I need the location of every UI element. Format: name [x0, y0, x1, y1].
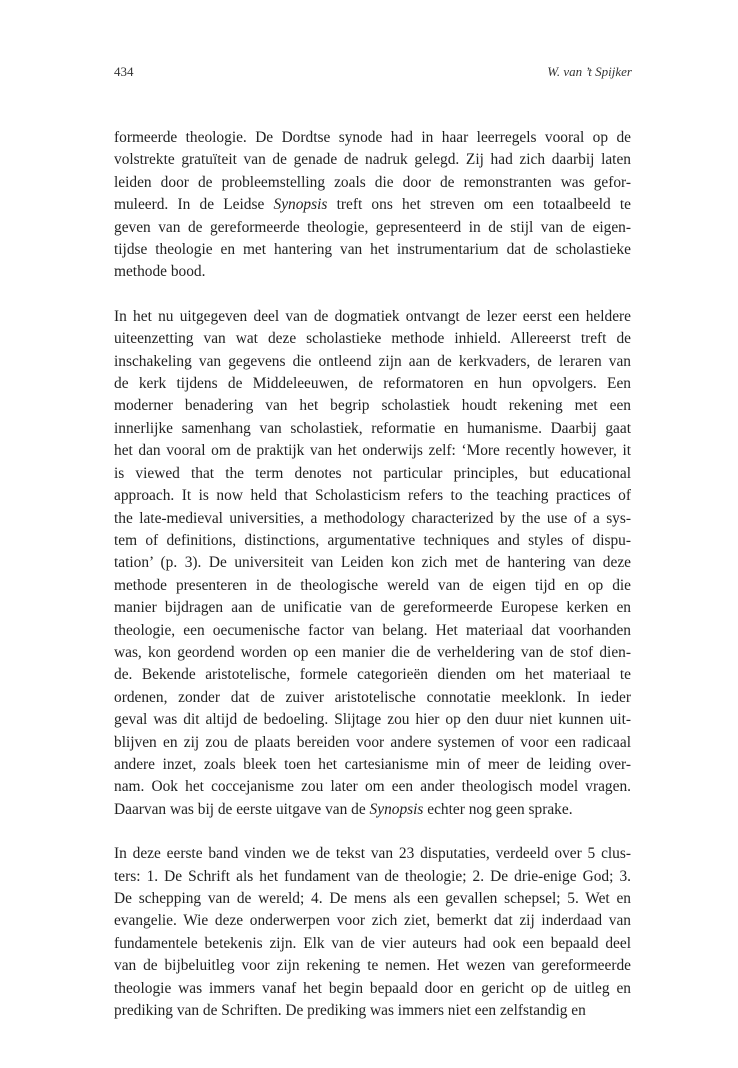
- text-segment: fundamentele betekenis zijn. Elk van de vier auteurs had ook een bepaald deel: [114, 934, 631, 952]
- text-segment: ters: 1. De Schrift als het fundament van de theologie; 2. De drie-enige God; 3.: [114, 867, 631, 885]
- text-line: [114, 261, 631, 283]
- text-line: [114, 530, 631, 552]
- text-line: [114, 306, 631, 328]
- text-line: [114, 575, 631, 597]
- text-segment: evangelie. Wie deze onderwerpen voor zich ziet, bemerkt dat zij inderdaad van: [114, 912, 631, 930]
- text-line: [114, 552, 631, 574]
- text-line: [114, 888, 631, 910]
- text-segment: was, kon geordend worden op een manier die de verheldering van de stof dien-: [114, 643, 631, 661]
- text-segment: prediking van de Schriften. De prediking was immers niet een zelfstandig en: [114, 1002, 586, 1020]
- text-line: [114, 194, 631, 216]
- text-line: [114, 127, 631, 149]
- text-segment: methode bood.: [114, 263, 206, 281]
- text-line: [114, 418, 631, 440]
- paragraph: [114, 843, 631, 1022]
- italic-title: Synopsis: [273, 196, 328, 214]
- text-segment: nam. Ook het coccejanisme zou later om een ander theologisch model vragen.: [114, 778, 631, 796]
- text-segment: uiteenzetting van wat deze scholastieke methode inhield. Allereerst treft de: [114, 330, 631, 348]
- text-line: [114, 776, 631, 798]
- text-segment: geval was dit altijd de bedoeling. Slijtage zou hier op den duur niet kunnen uit-: [114, 711, 631, 729]
- text-line: [114, 351, 631, 373]
- text-line: [114, 217, 631, 239]
- running-head: [114, 64, 632, 80]
- text-line: [114, 933, 631, 955]
- text-line: [114, 373, 631, 395]
- text-segment: leiden door de probleemstelling zoals die door de remonstranten was gefor-: [114, 173, 631, 191]
- text-line: [114, 149, 631, 171]
- text-segment: treft ons het streven om een totaalbeeld te: [327, 196, 631, 214]
- text-line: [114, 687, 631, 709]
- text-line: [114, 485, 631, 507]
- paragraph-gap: [114, 821, 631, 843]
- text-segment: ordenen, zonder dat de zuiver aristotelische connotatie meeklonk. In ieder: [114, 688, 631, 706]
- text-segment: is viewed that the term denotes not particular principles, but educational: [114, 464, 631, 482]
- text-segment: De schepping van de wereld; 4. De mens als een gevallen schepsel; 5. Wet en: [114, 890, 631, 907]
- text-line: [114, 642, 631, 664]
- text-segment: tijdse theologie en met hantering van het instrumentarium dat de scholastieke: [114, 241, 631, 259]
- text-segment: the late-medieval universities, a methodology characterized by the use of a sys-: [114, 509, 631, 527]
- text-line: [114, 1000, 631, 1022]
- text-line: [114, 508, 631, 530]
- text-segment: van de bijbeluitleg voor zijn rekening te nemen. Het wezen van gereformeerde: [114, 957, 631, 975]
- text-line: [114, 910, 631, 932]
- text-line: [114, 172, 631, 194]
- text-line: [114, 799, 631, 821]
- text-line: [114, 709, 631, 731]
- text-segment: innerlijke samenhang van scholastiek, reformatie en humanisme. Daarbij gaat: [114, 419, 631, 437]
- text-segment: formeerde theologie. De Dordtse synode had in haar leerregels vooral op de: [114, 129, 631, 146]
- italic-title: Synopsis: [369, 800, 424, 818]
- text-line: [114, 395, 631, 417]
- body-text: [114, 127, 631, 1022]
- text-segment: In deze eerste band vinden we de tekst van 23 disputaties, verdeeld over 5 clus-: [114, 845, 631, 863]
- text-segment: het dan vooral om de praktijk van het onderwijs zelf: ‘More recently however, it: [114, 442, 631, 460]
- text-line: [114, 328, 631, 350]
- text-segment: manier bijdragen aan de unificatie van de gereformeerde Europese kerken en: [114, 599, 631, 617]
- text-segment: inschakeling van gegevens die ontleend zijn aan de kerkvaders, de leraren van: [114, 352, 631, 370]
- text-line: [114, 239, 631, 261]
- paragraph-gap: [114, 284, 631, 306]
- text-line: [114, 866, 631, 888]
- text-segment: theologie was immers vanaf het begin bepaald door en gericht op de uitleg en: [114, 979, 631, 997]
- text-segment: andere inzet, zoals bleek toen het cartesianisme min of meer de leiding over-: [114, 755, 631, 773]
- text-line: [114, 732, 631, 754]
- text-segment: de. Bekende aristotelische, formele categorieën dienden om het materiaal te: [114, 666, 631, 684]
- text-segment: de kerk tijdens de Middeleeuwen, de reformatoren en hun opvolgers. Een: [114, 375, 631, 393]
- text-segment: Daarvan was bij de eerste uitgave van de: [114, 800, 370, 818]
- text-segment: methode presenteren in de theologische wereld van de eigen tijd en op die: [114, 576, 631, 594]
- text-line: [114, 843, 631, 865]
- text-segment: theologie, een oecumenische factor van belang. Het materiaal dat voorhanden: [114, 621, 631, 639]
- text-line: [114, 620, 631, 642]
- text-segment: geven van de gereformeerde theologie, gepresenteerd in de stijl van de eigen-: [114, 218, 631, 236]
- text-segment: tation’ (p. 3). De universiteit van Leiden kon zich met de hantering van deze: [114, 554, 631, 572]
- text-segment: blijven en zij zou de plaats bereiden voor andere systemen of voor een radicaal: [114, 733, 631, 751]
- text-line: [114, 597, 631, 619]
- text-segment: volstrekte gratuïteit van de genade de nadruk gelegd. Zij had zich daarbij laten: [114, 151, 631, 169]
- text-line: [114, 440, 631, 462]
- text-line: [114, 463, 631, 485]
- text-segment: tem of definitions, distinctions, argumentative techniques and styles of dispu-: [114, 531, 631, 549]
- text-segment: approach. It is now held that Scholasticism refers to the teaching practices of: [114, 487, 631, 505]
- paragraph: [114, 127, 631, 284]
- text-line: [114, 978, 631, 1000]
- text-segment: moderner benadering van het begrip scholastiek houdt rekening met een: [114, 397, 631, 415]
- paragraph: [114, 306, 631, 821]
- text-line: [114, 664, 631, 686]
- text-line: [114, 754, 631, 776]
- text-segment: echter nog geen sprake.: [423, 800, 573, 818]
- text-line: [114, 955, 631, 977]
- text-segment: In het nu uitgegeven deel van de dogmatiek ontvangt de lezer eerst een heldere: [114, 307, 631, 325]
- running-head-author: W. van ’t Spijker: [547, 64, 632, 79]
- text-segment: muleerd. In de Leidse: [114, 196, 274, 214]
- page-number: 434: [114, 64, 134, 79]
